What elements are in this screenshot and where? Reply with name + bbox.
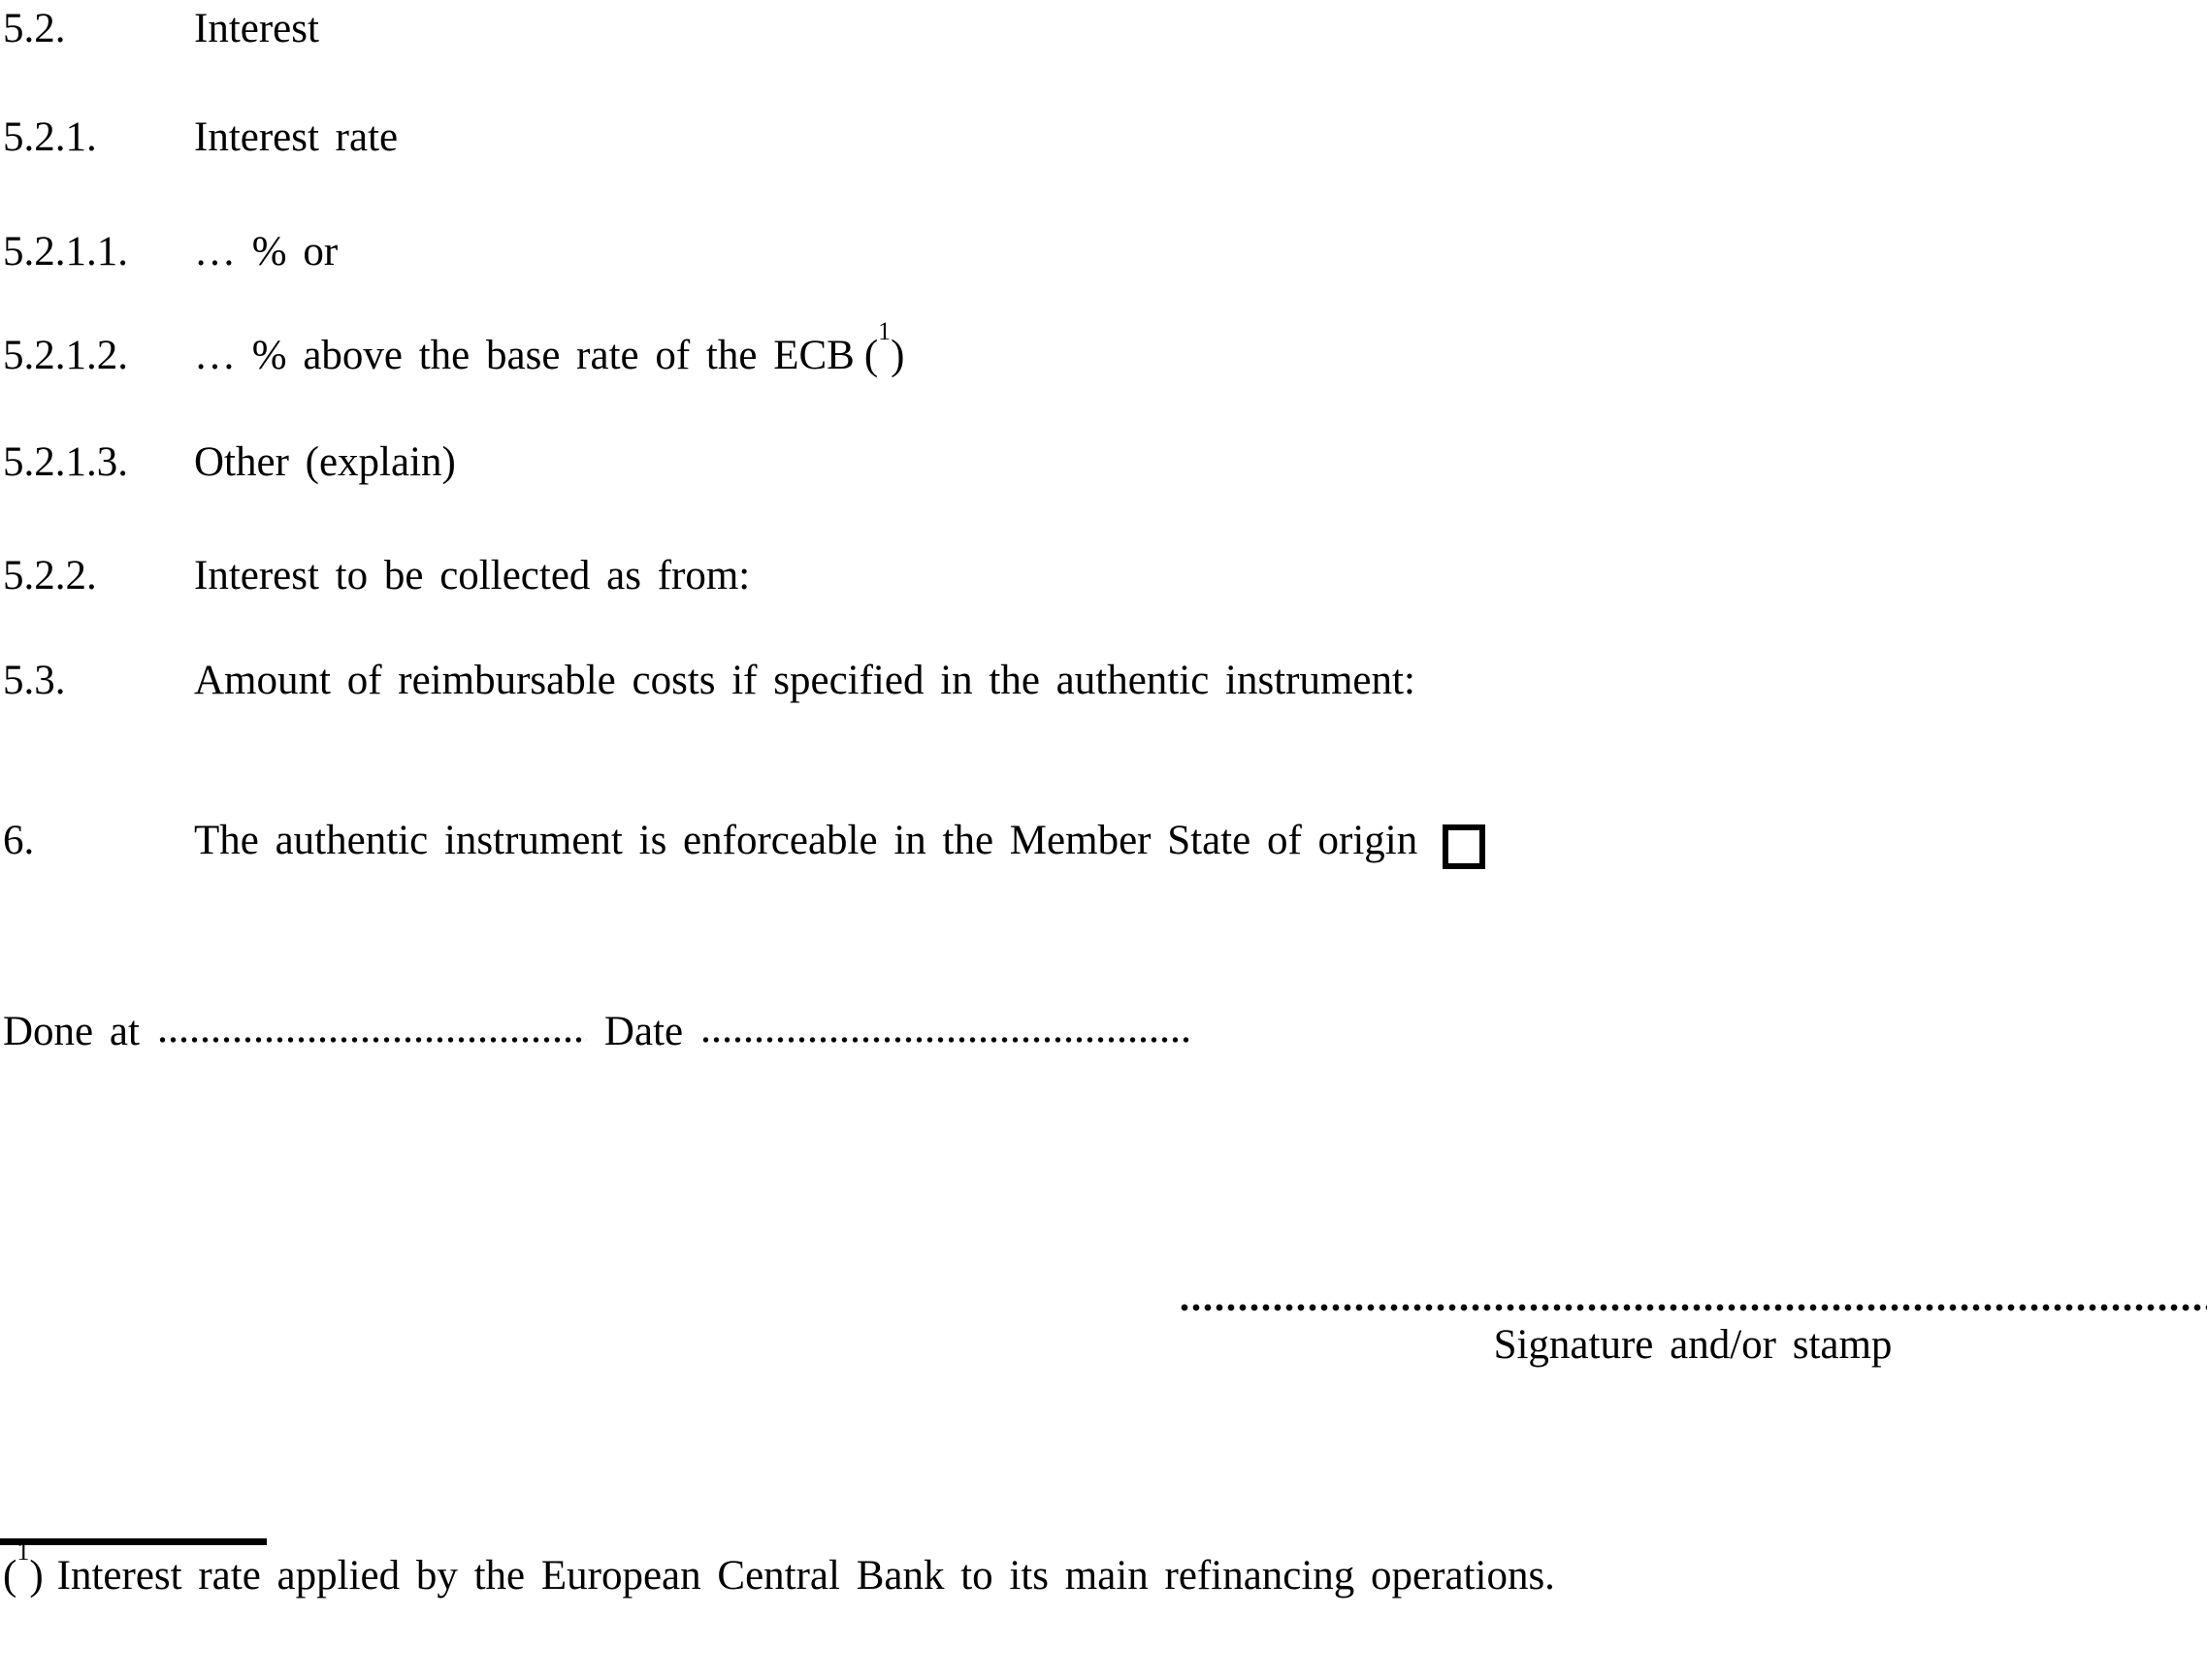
section-number: 5.2.1.2. xyxy=(3,333,128,378)
section-text xyxy=(194,316,905,380)
section-text xyxy=(194,817,1485,869)
enforceable-checkbox xyxy=(1443,824,1485,869)
footnote-ref-close: ) xyxy=(29,1553,44,1599)
signature-dotted-line xyxy=(1179,1303,2207,1312)
footnote-ref-number: 1 xyxy=(878,316,892,345)
section-text: Other (explain) xyxy=(194,439,456,485)
section-row-5-2 xyxy=(0,5,2207,53)
section-number: 6. xyxy=(3,818,35,863)
date-dotted-line xyxy=(700,1035,1190,1045)
footnote-separator-rule xyxy=(0,1538,267,1545)
footnote-text: Interest rate applied by the European Central Bank to its main refinancing operations. xyxy=(56,1553,1555,1599)
execution-row xyxy=(3,1008,2207,1056)
section-number: 5.3. xyxy=(3,658,66,703)
footnote xyxy=(3,1536,1555,1600)
footnote-ref-close: ) xyxy=(891,333,905,378)
section-row-5-2-1-1 xyxy=(0,228,2207,276)
section-row-5-2-1-3 xyxy=(0,438,2207,487)
section-text: Interest rate xyxy=(194,114,399,160)
section-text: … % or xyxy=(194,229,339,275)
footnote-ref-open: ( xyxy=(3,1553,17,1599)
section-number: 5.2.2. xyxy=(3,553,97,598)
section-text: Interest to be collected as from: xyxy=(194,553,751,598)
section-text-body: … % above the base rate of the ECB xyxy=(194,333,855,378)
section-row-5-3 xyxy=(0,657,2207,705)
section-row-5-2-1-2 xyxy=(0,316,2207,380)
done-at-dotted-line xyxy=(157,1035,587,1045)
done-at-label: Done at xyxy=(3,1009,140,1054)
section-row-5-2-1 xyxy=(0,113,2207,162)
section-number: 5.2.1.1. xyxy=(3,229,128,275)
section-number: 5.2.1. xyxy=(3,114,97,160)
section-row-6 xyxy=(0,817,2207,865)
section-row-5-2-2 xyxy=(0,552,2207,600)
section-text: Amount of reimbursable costs if specified in the authentic instrument: xyxy=(194,658,1415,703)
footnote-ref-open: ( xyxy=(863,333,879,378)
section-text: Interest xyxy=(194,6,319,51)
section-number: 5.2.1.3. xyxy=(3,439,128,485)
date-label: Date xyxy=(603,1009,684,1054)
section-text-body: The authentic instrument is enforceable in the Member State of origin xyxy=(194,818,1418,863)
footnote-ref-number: 1 xyxy=(16,1536,30,1566)
section-number: 5.2. xyxy=(3,6,66,51)
signature-label: Signature and/or stamp xyxy=(1493,1322,1893,1368)
